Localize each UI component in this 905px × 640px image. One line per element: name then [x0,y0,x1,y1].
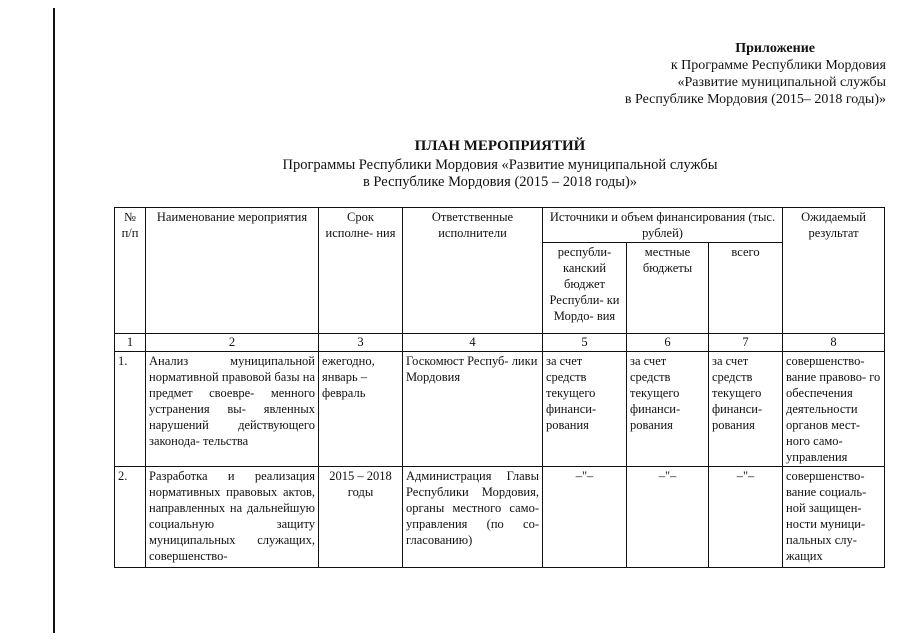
appendix-line-3: в Республике Мордовия (2015– 2018 годы)» [624,92,886,107]
row-rep-budget: за счет средств текущего финанси- рования [543,352,627,467]
header-term: Срок исполне- ния [319,208,403,334]
row-local-budget: –"– [627,467,709,568]
document-title: ПЛАН МЕРОПРИЯТИЙ [414,138,586,154]
table-row [115,467,885,568]
row-rep-budget: –"– [543,467,627,568]
row-result: совершенство- вание социаль- ной защищен- ности муници- пальных слу- жащих [783,467,885,568]
column-number: 3 [319,334,403,352]
header-rep-budget: республи- канский бюджет Республи- ки Мордо- вия [543,243,627,334]
page-margin-line [53,8,55,633]
column-number: 5 [543,334,627,352]
row-term: ежегодно, январь – февраль [319,352,403,467]
appendix-heading: Приложение [735,41,815,56]
header-total: всего [709,243,783,334]
document-subtitle-2: в Республике Мордовия (2015 – 2018 годы)» [362,174,638,190]
row-result: совершенство- вание правово- го обеспечения деятельности органов мест- ного само- управления [783,352,885,467]
row-num: 2. [115,467,146,568]
column-number: 8 [783,334,885,352]
row-local-budget: за счет средств текущего финанси- рования [627,352,709,467]
document-title-block [120,138,880,191]
plan-table [114,207,885,568]
document-subtitle-1: Программы Республики Мордовия «Развитие муниципальной службы [282,157,718,173]
header-name: Наименование мероприятия [146,208,319,334]
row-responsible: Госкомюст Респуб- лики Мордовия [403,352,543,467]
column-number: 1 [115,334,146,352]
row-total: за счет средств текущего финанси- рования [709,352,783,467]
column-number: 6 [627,334,709,352]
appendix-line-2: «Развитие муниципальной службы [677,75,886,90]
row-term: 2015 – 2018 годы [319,467,403,568]
header-sources: Источники и объем финансирования (тыс. рублей) [543,208,783,243]
table-row [115,352,885,467]
header-local-budget: местные бюджеты [627,243,709,334]
column-number: 4 [403,334,543,352]
row-num: 1. [115,352,146,467]
column-number: 7 [709,334,783,352]
header-row-1 [115,208,885,243]
row-responsible: Администрация Главы Республики Мордовия, органы местного само- управления (по со- гласованию) [403,467,543,568]
header-responsible: Ответственные исполнители [403,208,543,334]
column-number-row [115,334,885,352]
appendix-block [546,40,886,108]
row-total: –"– [709,467,783,568]
column-number: 2 [146,334,319,352]
appendix-line-1: к Программе Республики Мордовия [670,58,886,73]
header-num: № п/п [115,208,146,334]
row-name: Анализ муниципальной нормативной правовой базы на предмет своевре- менного устранения вы- явленных нарушений действующего законода- тельства [146,352,319,467]
row-name: Разработка и реализация нормативных правовых актов, направленных на дальнейшую социальную защиту муниципальных служащих, совершенство- [146,467,319,568]
header-result: Ожидаемый результат [783,208,885,334]
